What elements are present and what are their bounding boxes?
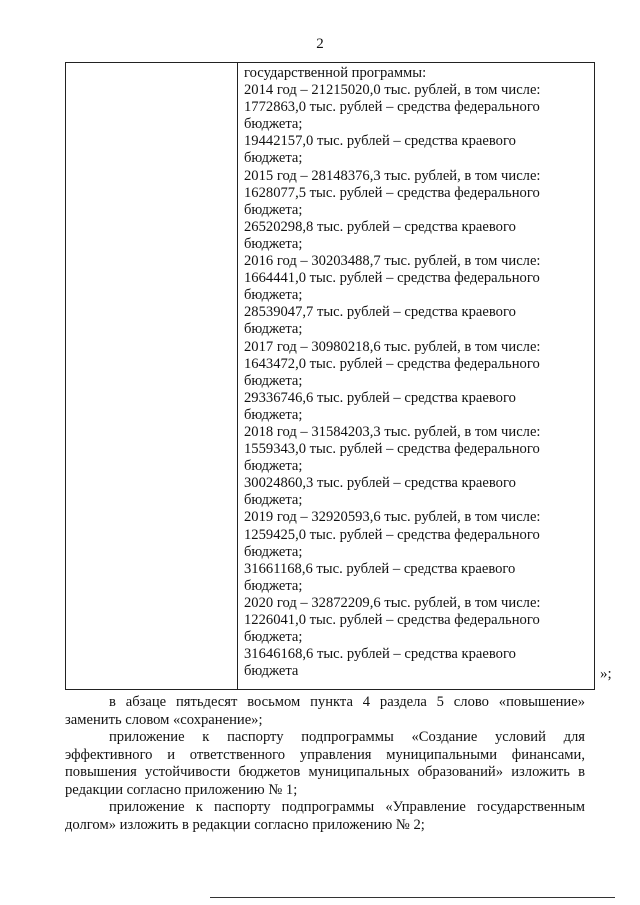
table-line: 29336746,6 тыс. рублей – средства краевого [244,389,516,406]
table-line: 1772863,0 тыс. рублей – средства федерального [244,99,540,116]
table-line: бюджета; [244,321,303,338]
table-line: 2017 год – 30980218,6 тыс. рублей, в том числе: [244,338,541,355]
table-line: бюджета; [244,629,303,646]
table-line: 2015 год – 28148376,3 тыс. рублей, в том числе: [244,167,541,184]
table-right-cell [244,65,588,680]
table-line: 30024860,3 тыс. рублей – средства краевого [244,475,516,492]
page-number: 2 [316,36,324,52]
table-line: бюджета; [244,287,303,304]
closing-quote: »; [600,666,612,682]
table-line: бюджета; [244,577,303,594]
amendment-text [65,694,585,834]
paragraph: в абзаце пятьдесят восьмом пункта 4 раздела 5 слово «повышение» заменить словом «сохранение»; [65,694,585,728]
table-line: 31661168,6 тыс. рублей – средства краевого [244,560,516,577]
table-line: 1226041,0 тыс. рублей – средства федерального [244,612,540,628]
table-line: 31646168,6 тыс. рублей – средства краевого [244,646,516,663]
table-line: 2020 год – 32872209,6 тыс. рублей, в том числе: [244,594,541,611]
table-line: 2019 год – 32920593,6 тыс. рублей, в том числе: [244,509,541,526]
table-line: 1259425,0 тыс. рублей – средства федерального [244,526,540,543]
footer-divider [210,897,615,898]
passport-table [65,62,595,690]
paragraph: приложение к паспорту подпрограммы «Создание условий для эффективного и ответственного управления муниципальными финансами, повышения устойчивости бюджетов муниципальных образований» изложить в редакции согласно приложению № 1; [65,729,585,798]
table-line: 28539047,7 тыс. рублей – средства краевого [244,304,516,321]
table-line: 1643472,0 тыс. рублей – средства федерального [244,355,540,372]
table-line: 2016 год – 30203488,7 тыс. рублей, в том числе: [244,253,541,270]
table-line: бюджета; [244,543,303,560]
table-left-cell [66,63,238,689]
table-line: государственной программы: [244,65,427,81]
table-line: бюджета [244,663,299,680]
table-line: 19442157,0 тыс. рублей – средства краевого [244,133,516,150]
table-line: 26520298,8 тыс. рублей – средства краевого [244,218,516,235]
table-line: бюджета; [244,406,303,423]
table-line: 1628077,5 тыс. рублей – средства федерального [244,184,540,201]
table-line: 1559343,0 тыс. рублей – средства федерального [244,441,540,458]
table-line: бюджета; [244,372,303,389]
table-line: бюджета; [244,150,303,167]
table-line: 1664441,0 тыс. рублей – средства федерального [244,270,540,287]
table-line: бюджета; [244,116,303,133]
table-line: 2018 год – 31584203,3 тыс. рублей, в том числе: [244,423,541,440]
table-line: 2014 год – 21215020,0 тыс. рублей, в том числе: [244,82,541,99]
table-line: бюджета; [244,492,303,509]
table-line: бюджета; [244,235,303,252]
table-line: бюджета; [244,458,303,475]
table-line: бюджета; [244,201,303,218]
paragraph: приложение к паспорту подпрограммы «Управление государственным долгом» изложить в редакции согласно приложению № 2; [65,799,585,833]
